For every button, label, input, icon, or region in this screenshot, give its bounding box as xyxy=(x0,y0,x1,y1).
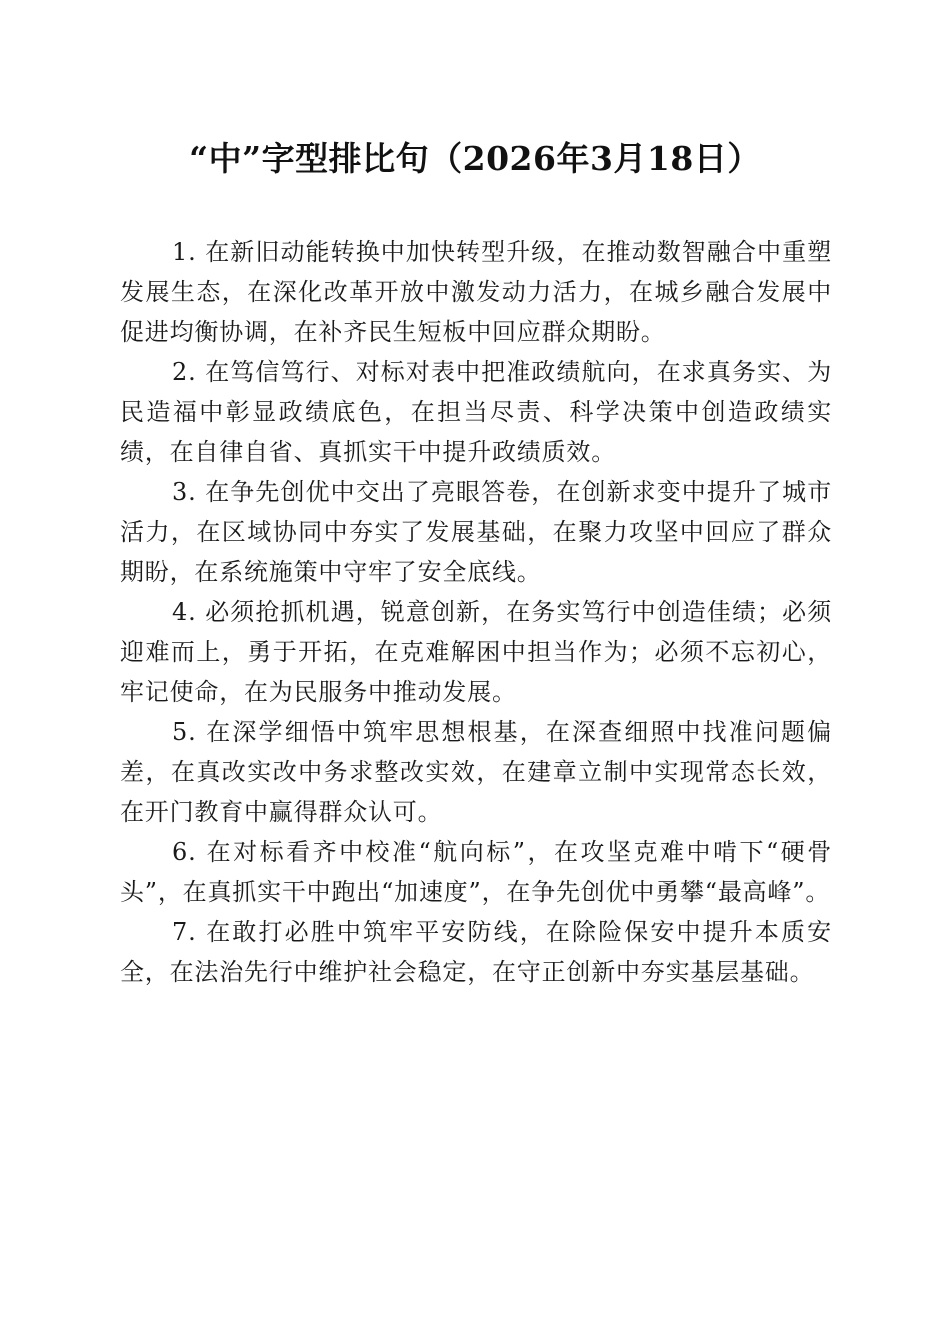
document-body xyxy=(120,232,832,992)
paragraph-1: 1. 在新旧动能转换中加快转型升级，在推动数智融合中重塑发展生态，在深化改革开放中激发动力活力，在城乡融合发展中促进均衡协调，在补齐民生短板中回应群众期盼。 xyxy=(120,238,832,346)
paragraph-5: 5. 在深学细悟中筑牢思想根基，在深查细照中找准问题偏差，在真改实改中务求整改实效，在建章立制中实现常态长效，在开门教育中赢得群众认可。 xyxy=(120,718,832,826)
paragraph-4: 4. 必须抢抓机遇，锐意创新，在务实笃行中创造佳绩；必须迎难而上，勇于开拓，在克难解困中担当作为；必须不忘初心，牢记使命，在为民服务中推动发展。 xyxy=(120,598,832,706)
paragraph-2: 2. 在笃信笃行、对标对表中把准政绩航向，在求真务实、为民造福中彰显政绩底色，在担当尽责、科学决策中创造政绩实绩，在自律自省、真抓实干中提升政绩质效。 xyxy=(120,358,832,466)
document-title: “中”字型排比句（2026年3月18日） xyxy=(189,139,761,178)
paragraph-3: 3. 在争先创优中交出了亮眼答卷，在创新求变中提升了城市活力，在区域协同中夯实了发展基础，在聚力攻坚中回应了群众期盼，在系统施策中守牢了安全底线。 xyxy=(120,478,832,586)
paragraph-7: 7. 在敢打必胜中筑牢平安防线，在除险保安中提升本质安全，在法治先行中维护社会稳定，在守正创新中夯实基层基础。 xyxy=(120,918,832,986)
paragraph-6: 6. 在对标看齐中校准“航向标”，在攻坚克难中啃下“硬骨头”，在真抓实干中跑出“加速度”，在争先创优中勇攀“最高峰”。 xyxy=(120,838,832,906)
